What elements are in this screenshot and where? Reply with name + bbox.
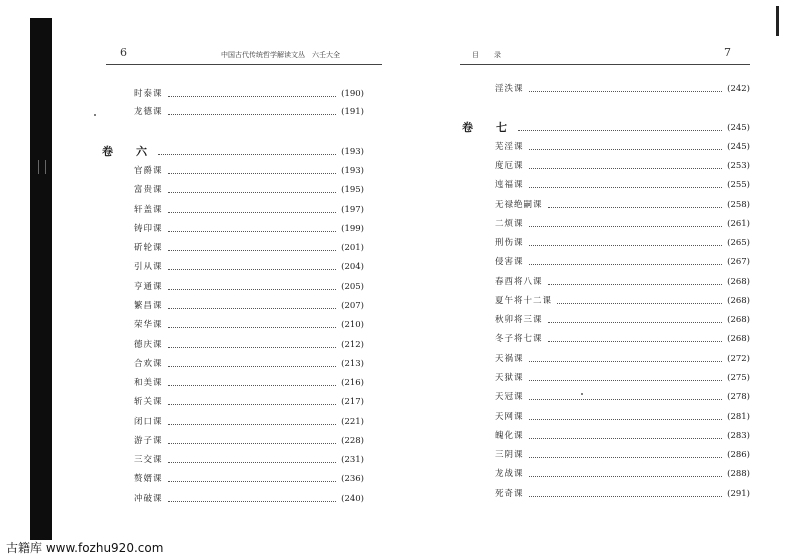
- toc-page-ref: (199): [341, 224, 364, 234]
- toc-entry-title: 轩盖课: [134, 205, 163, 215]
- toc-page-ref: (231): [341, 455, 364, 465]
- dot-leader: [168, 288, 337, 290]
- spine-mark: [38, 160, 46, 174]
- toc-page-ref: (193): [341, 147, 364, 157]
- toc-page-ref: (201): [341, 243, 364, 253]
- toc-entry: [134, 355, 364, 373]
- toc-entry-title: 龙战课: [495, 469, 524, 479]
- toc-page-ref: (190): [341, 89, 364, 99]
- toc-entry-title: 三交课: [134, 455, 163, 465]
- toc-entry: [134, 451, 364, 469]
- left-page: [56, 0, 386, 540]
- toc-entry: [495, 234, 750, 252]
- toc-entry: [134, 162, 364, 180]
- toc-page-ref: (268): [727, 277, 750, 287]
- toc-entry: [495, 273, 750, 291]
- toc-page-ref: (291): [727, 489, 750, 499]
- toc-entry-title: 刑伤课: [495, 238, 524, 248]
- toc-page-ref: (268): [727, 334, 750, 344]
- toc-page-ref: (265): [727, 238, 750, 248]
- dot-leader: [557, 302, 722, 304]
- toc-volume-heading: [462, 119, 750, 137]
- toc-entry: [495, 176, 750, 194]
- toc-page-ref: (283): [727, 431, 750, 441]
- toc-page-ref: (236): [341, 474, 364, 484]
- dot-leader: [168, 307, 337, 309]
- toc-page-ref: (255): [727, 180, 750, 190]
- toc-entry-title: 德庆课: [134, 340, 163, 350]
- toc-page-ref: (213): [341, 359, 364, 369]
- dot-leader: [529, 418, 723, 420]
- left-page-number: 6: [120, 46, 127, 59]
- dot-leader: [529, 475, 723, 477]
- toc-entry: [495, 138, 750, 156]
- toc-page-ref: (217): [341, 397, 364, 407]
- toc-entry-title: 铸印课: [134, 224, 163, 234]
- toc-entry-title: 卷 六: [102, 145, 153, 158]
- dot-leader: [529, 456, 723, 458]
- toc-entry: [134, 297, 364, 315]
- toc-entry-title: 魄化课: [495, 431, 524, 441]
- dot-leader: [168, 346, 337, 348]
- toc-entry-title: 三阴课: [495, 450, 524, 460]
- toc-entry-title: 龙德课: [134, 107, 163, 117]
- toc-entry: [495, 196, 750, 214]
- toc-entry-title: 天网课: [495, 412, 524, 422]
- toc-entry-title: 和美课: [134, 378, 163, 388]
- toc-entry-title: 斩关课: [134, 397, 163, 407]
- toc-volume-heading: [102, 143, 364, 161]
- dot-leader: [168, 172, 337, 174]
- toc-page-ref: (275): [727, 373, 750, 383]
- toc-entry: [495, 292, 750, 310]
- dot-leader: [168, 461, 337, 463]
- toc-entry: [495, 350, 750, 368]
- dot-leader: [168, 191, 337, 193]
- toc-page-ref: (212): [341, 340, 364, 350]
- toc-entry: [134, 316, 364, 334]
- book-spine-shadow: [30, 18, 52, 540]
- toc-entry-title: 夏午将十二课: [495, 296, 553, 306]
- right-running-header: 目 录: [472, 51, 505, 59]
- toc-page-ref: (216): [341, 378, 364, 388]
- toc-entry: [495, 408, 750, 426]
- toc-page-ref: (197): [341, 205, 364, 215]
- toc-page-ref: (281): [727, 412, 750, 422]
- print-speck: [94, 114, 96, 116]
- toc-entry: [495, 465, 750, 483]
- toc-entry: [134, 85, 364, 103]
- toc-entry-title: 芜淫课: [495, 142, 524, 152]
- dot-leader: [168, 403, 337, 405]
- toc-entry-title: 时泰课: [134, 89, 163, 99]
- dot-leader: [168, 442, 337, 444]
- toc-page-ref: (240): [341, 494, 364, 504]
- toc-entry: [495, 80, 750, 98]
- dot-leader: [529, 379, 723, 381]
- toc-entry-title: 天冠课: [495, 392, 524, 402]
- toc-entry-title: 闭口课: [134, 417, 163, 427]
- toc-page-ref: (288): [727, 469, 750, 479]
- toc-entry-title: 无禄绝嗣课: [495, 200, 543, 210]
- toc-entry: [134, 490, 364, 508]
- toc-entry-title: 冲破课: [134, 494, 163, 504]
- toc-entry-title: 二烦课: [495, 219, 524, 229]
- toc-page-ref: (205): [341, 282, 364, 292]
- toc-page-ref: (286): [727, 450, 750, 460]
- dot-leader: [168, 384, 337, 386]
- toc-entry: [134, 258, 364, 276]
- print-speck: [581, 393, 583, 395]
- watermark-text: 古籍库 www.fozhu920.com: [6, 541, 164, 555]
- toc-entry-title: 官爵课: [134, 166, 163, 176]
- dot-leader: [529, 167, 723, 169]
- dot-leader: [158, 153, 336, 155]
- dot-leader: [518, 129, 722, 131]
- toc-entry-title: 度厄课: [495, 161, 524, 171]
- toc-page-ref: (261): [727, 219, 750, 229]
- dot-leader: [529, 495, 723, 497]
- dot-leader: [168, 230, 337, 232]
- toc-page-ref: (221): [341, 417, 364, 427]
- dot-leader: [529, 90, 723, 92]
- toc-page-ref: (242): [727, 84, 750, 94]
- toc-page-ref: (193): [341, 166, 364, 176]
- toc-page-ref: (272): [727, 354, 750, 364]
- left-header-rule: [106, 64, 382, 65]
- toc-page-ref: (268): [727, 296, 750, 306]
- toc-entry-title: 游子课: [134, 436, 163, 446]
- toc-entry: [495, 485, 750, 503]
- toc-entry-title: 死奇课: [495, 489, 524, 499]
- toc-entry-title: 秋卯将三课: [495, 315, 543, 325]
- toc-entry: [134, 432, 364, 450]
- toc-entry-title: 荣华课: [134, 320, 163, 330]
- dot-leader: [529, 360, 723, 362]
- toc-page-ref: (207): [341, 301, 364, 311]
- toc-entry-title: 繁昌课: [134, 301, 163, 311]
- dot-leader: [168, 211, 337, 213]
- dot-leader: [529, 186, 723, 188]
- toc-entry: [495, 446, 750, 464]
- dot-leader: [548, 340, 723, 342]
- dot-leader: [529, 263, 723, 265]
- toc-entry: [134, 393, 364, 411]
- toc-entry-title: 卷 七: [462, 121, 513, 134]
- dot-leader: [168, 480, 337, 482]
- toc-entry: [495, 215, 750, 233]
- toc-entry: [495, 330, 750, 348]
- toc-entry-title: 冬子将七课: [495, 334, 543, 344]
- left-running-header: 中国古代传统哲学解读文丛 六壬大全: [221, 51, 340, 59]
- toc-entry-title: 春酉将八课: [495, 277, 543, 287]
- toc-entry-title: 斫轮课: [134, 243, 163, 253]
- dot-leader: [168, 113, 337, 115]
- dot-leader: [529, 148, 723, 150]
- dot-leader: [168, 365, 337, 367]
- toc-entry-title: 赘婿课: [134, 474, 163, 484]
- dot-leader: [529, 437, 723, 439]
- dot-leader: [168, 423, 337, 425]
- toc-page-ref: (278): [727, 392, 750, 402]
- dot-leader: [168, 268, 337, 270]
- dot-leader: [548, 321, 723, 323]
- dot-leader: [168, 326, 337, 328]
- toc-entry: [134, 470, 364, 488]
- toc-page-ref: (228): [341, 436, 364, 446]
- toc-entry: [495, 311, 750, 329]
- dot-leader: [168, 500, 337, 502]
- toc-entry-title: 合欢课: [134, 359, 163, 369]
- dot-leader: [168, 95, 337, 97]
- toc-entry: [495, 427, 750, 445]
- dot-leader: [529, 225, 723, 227]
- toc-entry: [134, 413, 364, 431]
- toc-entry: [134, 374, 364, 392]
- right-page-number: 7: [724, 46, 731, 59]
- toc-entry: [134, 103, 364, 121]
- toc-entry: [495, 157, 750, 175]
- toc-entry: [495, 369, 750, 387]
- toc-entry: [134, 278, 364, 296]
- toc-entry: [495, 253, 750, 271]
- dot-leader: [529, 244, 723, 246]
- toc-entry-title: 亨通课: [134, 282, 163, 292]
- toc-page-ref: (268): [727, 315, 750, 325]
- right-page: [452, 0, 782, 540]
- toc-entry-title: 淫泆课: [495, 84, 524, 94]
- toc-page-ref: (191): [341, 107, 364, 117]
- toc-entry-title: 富贵课: [134, 185, 163, 195]
- toc-entry: [495, 388, 750, 406]
- toc-entry-title: 侵害课: [495, 257, 524, 267]
- toc-page-ref: (210): [341, 320, 364, 330]
- toc-entry-title: 迍福课: [495, 180, 524, 190]
- toc-entry: [134, 239, 364, 257]
- toc-entry-title: 天祸课: [495, 354, 524, 364]
- toc-page-ref: (258): [727, 200, 750, 210]
- dot-leader: [548, 283, 723, 285]
- toc-entry: [134, 220, 364, 238]
- toc-entry-title: 天狱课: [495, 373, 524, 383]
- right-header-rule: [460, 64, 750, 65]
- toc-page-ref: (245): [727, 123, 750, 133]
- toc-page-ref: (204): [341, 262, 364, 272]
- toc-page-ref: (195): [341, 185, 364, 195]
- dot-leader: [168, 249, 337, 251]
- toc-page-ref: (267): [727, 257, 750, 267]
- dot-leader: [529, 398, 723, 400]
- toc-entry: [134, 201, 364, 219]
- dot-leader: [548, 206, 723, 208]
- toc-page-ref: (253): [727, 161, 750, 171]
- toc-entry: [134, 336, 364, 354]
- toc-entry-title: 引从课: [134, 262, 163, 272]
- toc-entry: [134, 181, 364, 199]
- toc-page-ref: (245): [727, 142, 750, 152]
